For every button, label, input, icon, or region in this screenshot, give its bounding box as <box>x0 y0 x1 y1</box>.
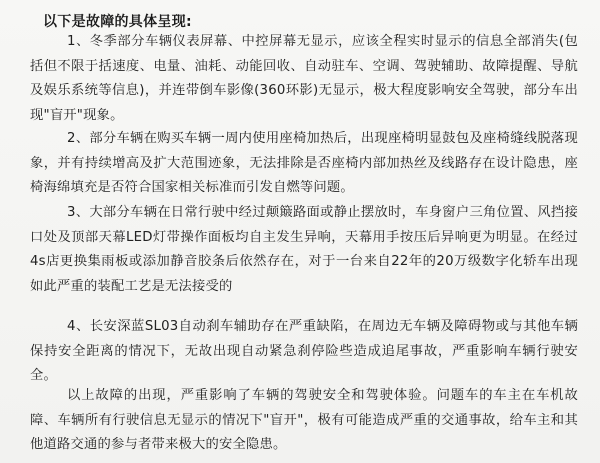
paragraph-3: 3、大部分车辆在日常行驶中经过颠簸路面或静止摆放时，车身窗户三角位置、风挡接口处及顶部天幕LED灯带操作面板均自主发生异响，天幕用手按压后异响更为明显。在经过4s店更换集雨板或添加静音胶条后依然存在，对于一台来自22年的20万级数字化轿车出现如此严重的装配工艺是无法接受的 <box>30 205 578 294</box>
paragraph-1: 1、冬季部分车辆仪表屏幕、中控屏幕无显示，应该全程实时显示的信息全部消失(包括但不限于括速度、电量、油耗、动能回收、自动驻车、空调、驾驶辅助、故障提醒、导航及娱乐系统等信息)，并连带倒车影像(360环影)无显示，极大程度影响安全驾驶，部分车出现"盲开"现象。 <box>30 34 578 123</box>
paragraph-4: 4、长安深蓝SL03自动刹车辅助存在严重缺陷，在周边无车辆及障碍物或与其他车辆保持安全距离的情况下，无故出现自动紧急刹停险些造成追尾事故，严重影响车辆行驶安全。 <box>30 319 578 383</box>
document-heading: 以下是故障的具体呈现: <box>43 14 192 30</box>
paragraph-5: 以上故障的出现，严重影响了车辆的驾驶安全和驾驶体验。问题车的车主在车机故障、车辆所有行驶信息无显示的情况下"盲开"，极有可能造成严重的交通事故，给车主和其他道路交通的参与者带来极大的安全隐患。 <box>30 388 578 452</box>
paragraph-2: 2、部分车辆在购买车辆一周内使用座椅加热后，出现座椅明显鼓包及座椅缝线脱落现象，并有持续增高及扩大范围迹象，无法排除是否座椅内部加热丝及线路存在设计隐患，座椅海绵填充是否符合国家相关标准而引发自燃等问题。 <box>30 131 578 195</box>
